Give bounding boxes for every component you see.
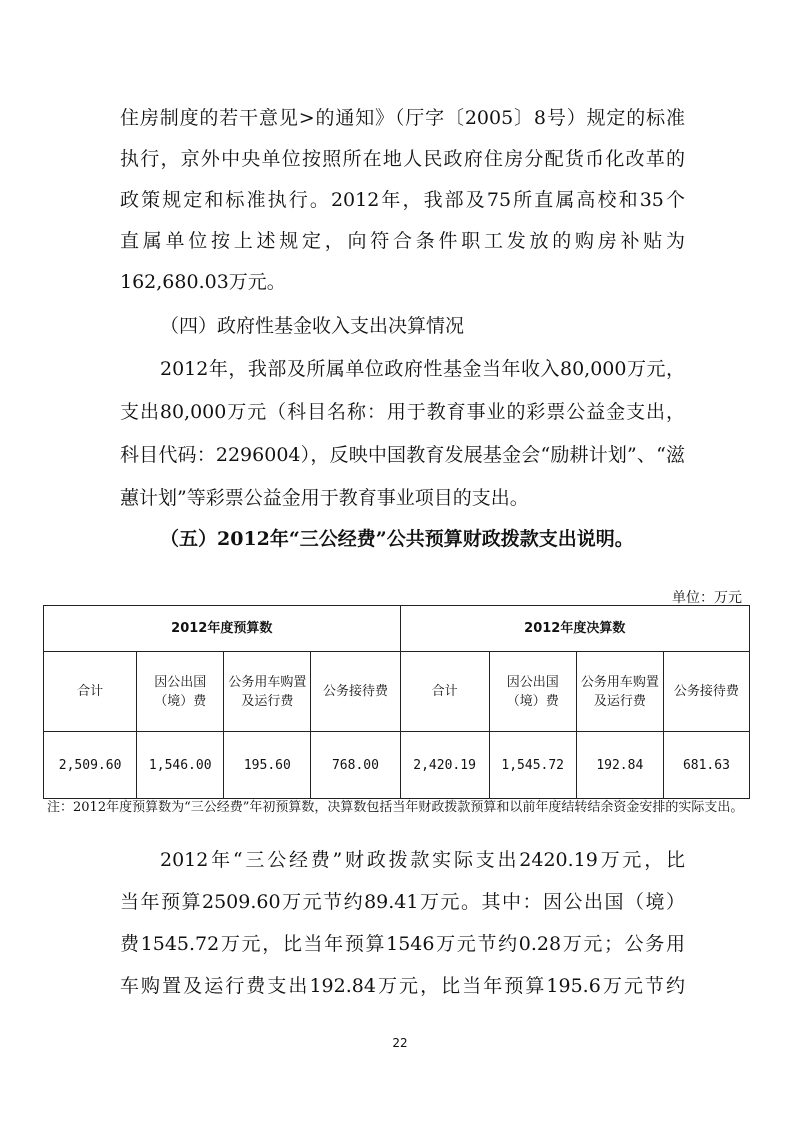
table-note: 注：2012年度预算数为“三公经费”年初预算数，决算数包括当年财政拨款预算和以前年度结转结余资金安排的实际支出。 <box>47 800 744 815</box>
section-heading: （四）政府性基金收入支出决算情况 <box>160 315 465 337</box>
column-header: 公务用车购置及运行费 <box>576 652 663 732</box>
table-cell: 768.00 <box>311 732 400 799</box>
column-header: 合计 <box>44 652 137 732</box>
paragraph-line: 支出80,000万元（科目名称：用于教育事业的彩票公益金支出， <box>120 401 685 423</box>
summary-line: 当年预算2509.60万元节约89.41万元。其中：因公出国（境） <box>120 891 685 913</box>
page-number: 22 <box>392 1036 408 1050</box>
summary-line: 费1545.72万元，比当年预算1546万元节约0.28万元；公务用 <box>120 933 685 955</box>
paragraph-line: 执行，京外中央单位按照所在地人民政府住房分配货币化改革的 <box>120 148 685 170</box>
paragraph-line: 162,680.03万元。 <box>120 271 286 293</box>
paragraph-line: 科目代码：2296004），反映中国教育发展基金会“励耕计划”、“滋 <box>120 444 685 466</box>
table-cell: 681.63 <box>663 732 749 799</box>
paragraph-line: 直属单位按上述规定，向符合条件职工发放的购房补贴为 <box>120 230 685 252</box>
table-unit-label: 单位：万元 <box>672 590 742 606</box>
column-header: 合计 <box>400 652 489 732</box>
table-cell: 2,420.19 <box>400 732 489 799</box>
column-header: 因公出国（境）费 <box>137 652 224 732</box>
column-header: 公务接待费 <box>311 652 400 732</box>
three-public-expenses-table <box>43 605 750 799</box>
final-group-header: 2012年度决算数 <box>400 606 749 652</box>
paragraph-line: 住房制度的若干意见>的通知》（厅字〔2005〕8号）规定的标准 <box>120 107 685 129</box>
paragraph-line: 2012年，我部及所属单位政府性基金当年收入80,000万元， <box>160 358 685 380</box>
section-heading: （五）2012年“三公经费”公共预算财政拨款支出说明。 <box>160 528 634 550</box>
paragraph-line: 蕙计划”等彩票公益金用于教育事业项目的支出。 <box>120 487 529 509</box>
table-header-row <box>44 606 750 652</box>
table-cell: 2,509.60 <box>44 732 137 799</box>
budget-group-header: 2012年度预算数 <box>44 606 401 652</box>
summary-line: 2012年“三公经费”财政拨款实际支出2420.19万元，比 <box>160 849 685 871</box>
summary-line: 车购置及运行费支出192.84万元，比当年预算195.6万元节约 <box>120 975 685 997</box>
column-header: 公务用车购置及运行费 <box>224 652 311 732</box>
table-column-row <box>44 652 750 732</box>
column-header: 公务接待费 <box>663 652 749 732</box>
table-cell: 195.60 <box>224 732 311 799</box>
table-cell: 1,546.00 <box>137 732 224 799</box>
table-cell: 1,545.72 <box>489 732 576 799</box>
table-cell: 192.84 <box>576 732 663 799</box>
table-row <box>44 732 750 799</box>
paragraph-line: 政策规定和标准执行。2012年，我部及75所直属高校和35个 <box>120 189 685 211</box>
column-header: 因公出国（境）费 <box>489 652 576 732</box>
